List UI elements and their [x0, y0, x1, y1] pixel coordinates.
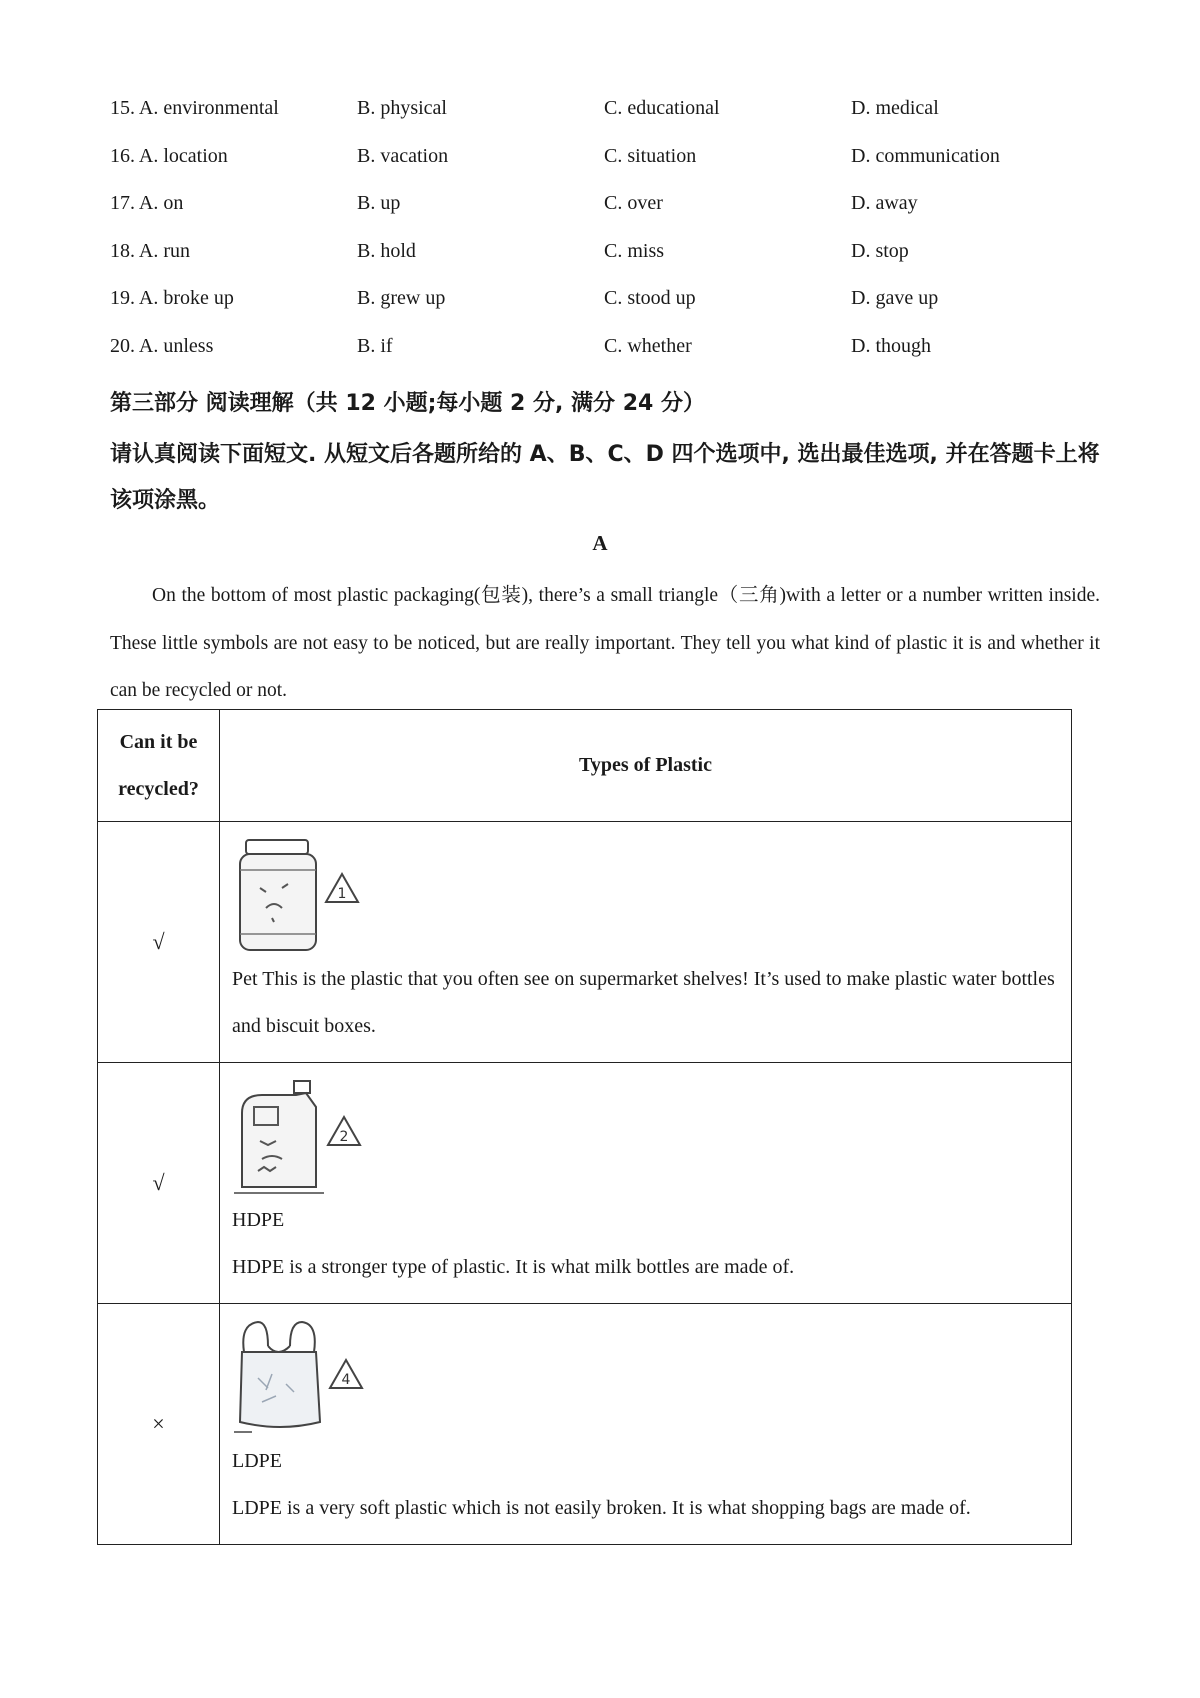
option-b: B. grew up [357, 287, 446, 309]
option-a: 18. A. run [110, 239, 191, 262]
option-c: C. educational [604, 97, 720, 119]
header-types: Types of Plastic [220, 710, 1072, 822]
option-b: B. up [357, 192, 401, 214]
plastic-types-table [97, 709, 1072, 1545]
option-d: D. though [851, 334, 931, 357]
table-row [98, 822, 1072, 1063]
option-c: C. miss [604, 239, 665, 262]
passage-label: A [592, 531, 608, 555]
table-row [98, 1063, 1072, 1304]
option-a: 19. A. broke up [110, 287, 234, 309]
option-row-16 [110, 144, 1110, 192]
header-recyclable: Can it be recycled? [98, 710, 220, 822]
recycle-code: 1 [337, 886, 347, 902]
jar-icon [232, 836, 372, 954]
option-c: C. whether [604, 334, 692, 357]
option-c: C. over [604, 192, 663, 214]
section-title: 第三部分 阅读理解（共 12 小题;每小题 2 分, 满分 24 分） [110, 391, 705, 416]
option-a: 20. A. unless [110, 334, 214, 357]
table-header-row [98, 710, 1072, 822]
option-a: 16. A. location [110, 144, 228, 167]
option-b: B. hold [357, 239, 416, 262]
option-b: B. vacation [357, 144, 449, 167]
recycle-code: 2 [339, 1129, 349, 1145]
recyclable-mark: × [98, 1304, 220, 1545]
plastic-name: HDPE [232, 1209, 285, 1231]
option-row-17 [110, 191, 1110, 239]
option-c: C. situation [604, 144, 697, 167]
jug-icon [232, 1077, 372, 1195]
recycle-code: 4 [341, 1372, 351, 1388]
option-c: C. stood up [604, 287, 696, 309]
recyclable-mark: √ [98, 1063, 220, 1304]
option-d: D. stop [851, 239, 909, 262]
option-d: D. medical [851, 97, 939, 119]
option-row-15 [110, 96, 1110, 144]
bag-icon [232, 1318, 372, 1436]
answer-options [110, 96, 1110, 381]
option-a: 15. A. environmental [110, 97, 279, 119]
option-row-19 [110, 286, 1110, 334]
option-d: D. communication [851, 144, 1000, 167]
option-a: 17. A. on [110, 192, 184, 214]
plastic-description: Pet This is the plastic that you often see on supermarket shelves! It’s used to make plastic water bottles and biscuit boxes. [232, 968, 1055, 1037]
option-b: B. if [357, 334, 393, 357]
option-d: D. gave up [851, 287, 939, 309]
instructions: 请认真阅读下面短文. 从短文后各题所给的 A、B、C、D 四个选项中, 选出最佳选项, 并在答题卡上将该项涂黑。 [110, 442, 1100, 513]
table-row [98, 1304, 1072, 1545]
plastic-name: LDPE [232, 1450, 282, 1472]
option-d: D. away [851, 192, 918, 214]
option-b: B. physical [357, 97, 447, 119]
plastic-description: LDPE is a very soft plastic which is not easily broken. It is what shopping bags are made of. [232, 1497, 971, 1519]
passage-text: On the bottom of most plastic packaging(包装), there’s a small triangle（三角)with a letter or a number written inside. These little symbols are not easy to be noticed, but are really important. They tell you what kind of plastic it is and whether it can be recycled or not. [110, 585, 1100, 701]
recyclable-mark: √ [98, 822, 220, 1063]
option-row-20 [110, 334, 1110, 382]
plastic-description: HDPE is a stronger type of plastic. It is what milk bottles are made of. [232, 1256, 795, 1278]
option-row-18 [110, 239, 1110, 287]
